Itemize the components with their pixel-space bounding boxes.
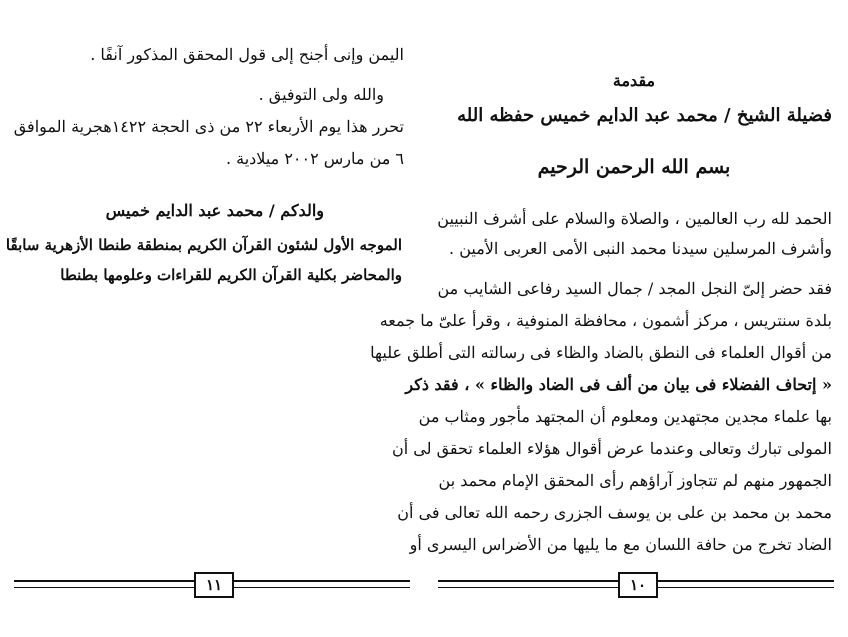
text-line: فقد حضر إلىّ النجل المجد / جمال السيد رفاعى الشايب من xyxy=(437,279,832,298)
section-subheading: فضيلة الشيخ / محمد عبد الدايم خميس حفظه الله xyxy=(457,105,832,126)
text-line: الجمهور منهم لم تتجاوز آراؤهم رأى المحقق الإمام محمد بن xyxy=(438,471,832,490)
text-line: الضاد تخرج من حافة اللسان مع ما يليها من الأضراس اليسرى أو xyxy=(409,535,832,554)
page-footer xyxy=(14,572,410,596)
text-line: بها علماء مجدين مجتهدين ومعلوم أن المجتهد مأجور ومثاب من xyxy=(418,407,832,426)
page-number: ١٠ xyxy=(618,572,658,598)
page-number: ١١ xyxy=(194,572,234,598)
signature-title-1: الموجه الأول لشئون القرآن الكريم بمنطقة طنطا الأزهرية سابقًا xyxy=(5,236,402,254)
text-line: ٦ من مارس ٢٠٠٢ ميلادية . xyxy=(225,149,404,168)
basmala: بسم الله الرحمن الرحيم xyxy=(537,156,731,178)
text-line: « إتحاف الفضلاء فى بيان من ألف فى الضاد والظاء » ، فقد ذكر xyxy=(405,375,832,394)
section-heading: مقدمة xyxy=(612,71,656,90)
right-page xyxy=(370,0,848,637)
page-footer xyxy=(438,572,834,596)
text-line: محمد بن محمد بن على بن يوسف الجزرى رحمه الله تعالى فى أن xyxy=(397,503,832,522)
text-line: والله ولى التوفيق . xyxy=(258,85,384,104)
text-line: بلدة سنتريس ، مركز أشمون ، محافظة المنوفية ، وقرأ علىّ ما جمعه xyxy=(379,311,832,330)
signature-name: والدكم / محمد عبد الدايم خميس xyxy=(105,201,324,220)
signature-title-2: والمحاضر بكلية القرآن الكريم للقراءات وعلومها بطنطا xyxy=(60,266,402,284)
text-line: المولى تبارك وتعالى وعندما عرض أقوال هؤلاء العلماء تحقق لى أن xyxy=(391,439,832,458)
text-line: من أقوال العلماء فى النطق بالضاد والظاء فى رسالته التى أطلق عليها xyxy=(370,343,832,362)
text-line: وأشرف المرسلين سيدنا محمد النبى الأمى العربى الأمين . xyxy=(449,239,832,258)
text-line: الحمد لله رب العالمين ، والصلاة والسلام على أشرف النبيين xyxy=(437,209,832,228)
text-line: اليمن وإنى أجنح إلى قول المحقق المذكور آنفًا . xyxy=(90,45,404,64)
text-line: تحرر هذا يوم الأربعاء ٢٢ من ذى الحجة ١٤٢٢هجرية الموافق xyxy=(13,117,404,136)
